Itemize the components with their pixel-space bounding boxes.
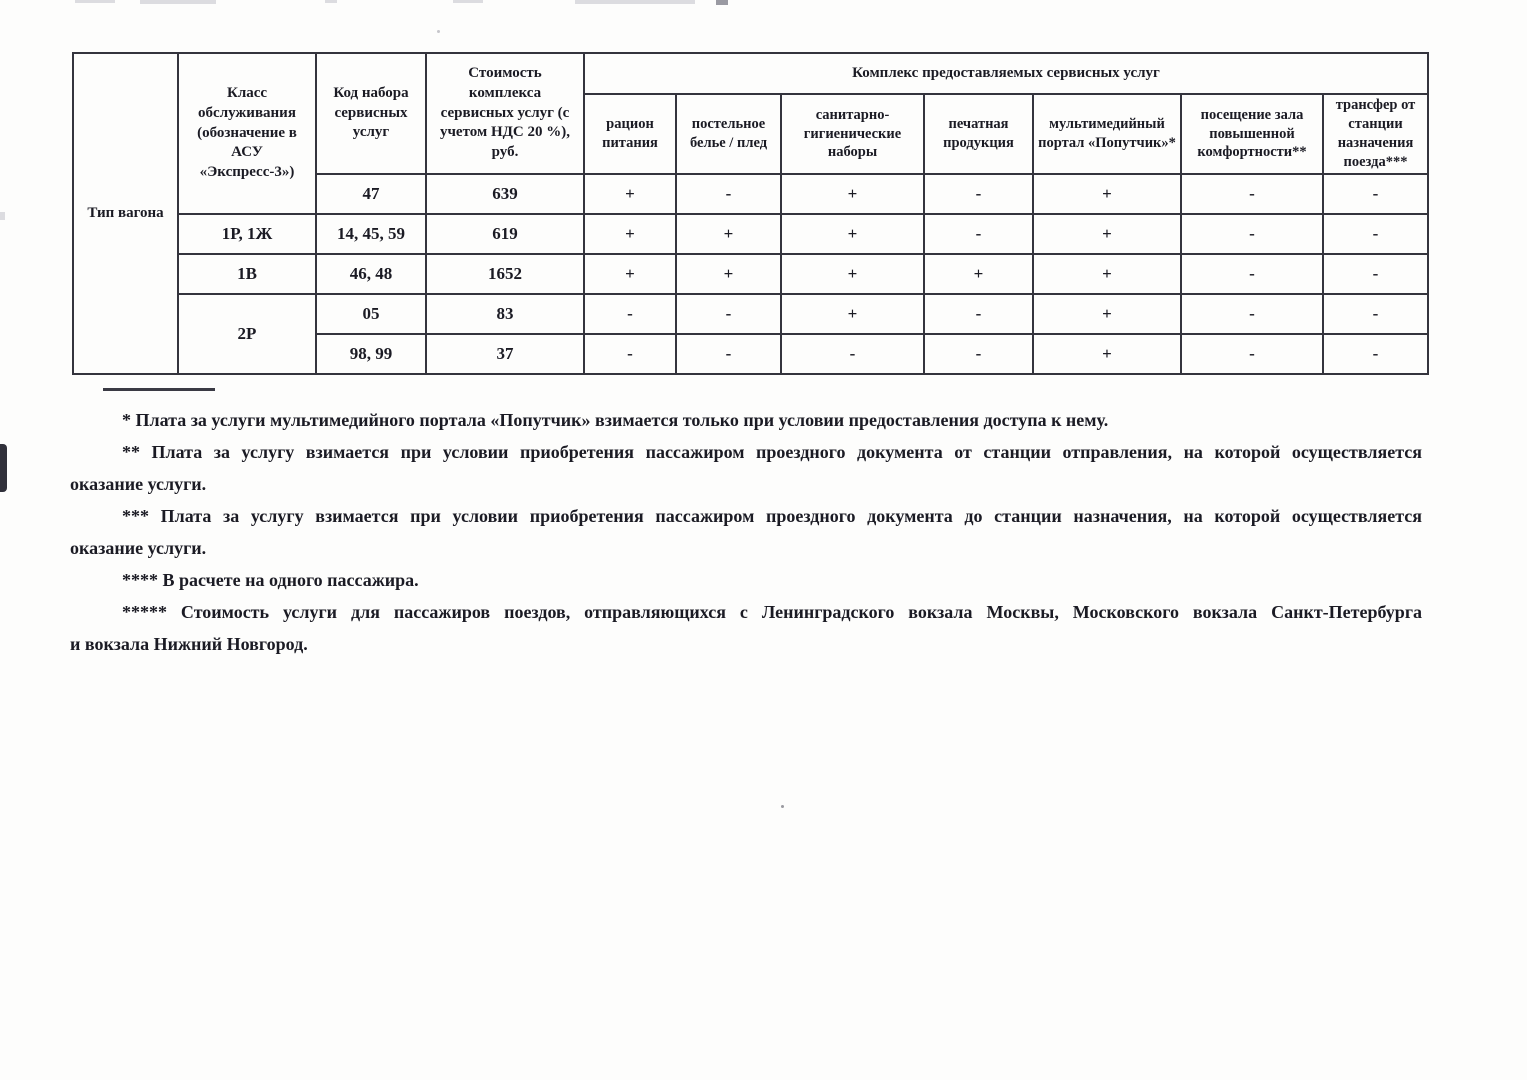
- cost-cell: 619: [426, 214, 584, 254]
- footnote-line: оказание услуги.: [70, 474, 207, 494]
- footnotes-section: [70, 388, 1422, 660]
- table-row: [73, 294, 1428, 334]
- service-mark: +: [1033, 214, 1181, 254]
- cost-cell: 639: [426, 174, 584, 214]
- service-mark: +: [1033, 254, 1181, 294]
- service-mark: +: [1033, 294, 1181, 334]
- service-mark: -: [1323, 254, 1428, 294]
- service-mark: +: [1033, 334, 1181, 374]
- service-code-cell: 98, 99: [316, 334, 426, 374]
- scan-artifact: [575, 0, 695, 4]
- service-code-cell: 05: [316, 294, 426, 334]
- service-mark: -: [1181, 334, 1323, 374]
- scan-artifact: [0, 444, 7, 492]
- scan-artifact: [75, 0, 115, 3]
- scan-artifact: [0, 212, 5, 220]
- service-mark: -: [676, 334, 781, 374]
- col-header-cost: Стоимость комплекса сервисных услуг (с учетом НДС 20 %), руб.: [426, 53, 584, 174]
- service-class-cell: 1В: [178, 254, 316, 294]
- col-header-multimedia-portal: мультимедийный портал «Попутчик»*: [1033, 94, 1181, 174]
- footnote-line: и вокзала Нижний Новгород.: [70, 634, 308, 654]
- service-mark: +: [781, 214, 924, 254]
- scan-artifact: [716, 0, 728, 5]
- service-mark: -: [924, 334, 1033, 374]
- table-header-row-top: [73, 53, 1428, 94]
- service-mark: -: [924, 174, 1033, 214]
- service-mark: -: [1181, 254, 1323, 294]
- service-mark: -: [1323, 214, 1428, 254]
- service-mark: +: [676, 254, 781, 294]
- footnote-line: ** Плата за услугу взимается при условии приобретения пассажиром проездного документа от станции отправления, на которой осуществляется: [122, 442, 1422, 462]
- footnote-line: *** Плата за услугу взимается при условии приобретения пассажиром проездного документа до станции назначения, на которой осуществляется: [122, 506, 1422, 526]
- cost-cell: 1652: [426, 254, 584, 294]
- col-header-services-group: Комплекс предоставляемых сервисных услуг: [584, 53, 1428, 94]
- cost-cell: 83: [426, 294, 584, 334]
- service-mark: +: [781, 254, 924, 294]
- service-mark: -: [1323, 334, 1428, 374]
- service-mark: -: [1323, 174, 1428, 214]
- service-code-cell: 14, 45, 59: [316, 214, 426, 254]
- service-mark: -: [924, 214, 1033, 254]
- col-header-meal: рацион питания: [584, 94, 676, 174]
- table-row: [73, 254, 1428, 294]
- service-mark: -: [1181, 294, 1323, 334]
- scan-artifact: [140, 0, 216, 4]
- footnote-line: оказание услуги.: [70, 538, 207, 558]
- service-mark: -: [781, 334, 924, 374]
- service-mark: -: [924, 294, 1033, 334]
- col-header-service-code: Код набора сервисных услуг: [316, 53, 426, 174]
- service-mark: -: [676, 294, 781, 334]
- service-mark: +: [1033, 174, 1181, 214]
- footnote-line: **** В расчете на одного пассажира.: [122, 570, 419, 590]
- col-header-transfer: трансфер от станции назначения поезда***: [1323, 94, 1428, 174]
- service-mark: -: [1323, 294, 1428, 334]
- scan-artifact: [453, 0, 483, 3]
- service-packages-table: [72, 52, 1429, 375]
- service-class-cell: 2Р: [178, 294, 316, 374]
- scan-speck: [781, 805, 784, 808]
- service-mark: +: [584, 254, 676, 294]
- service-mark: -: [584, 294, 676, 334]
- service-mark: +: [781, 174, 924, 214]
- service-mark: +: [584, 214, 676, 254]
- scan-speck: [437, 30, 440, 33]
- scan-artifact: [325, 0, 337, 3]
- service-mark: +: [676, 214, 781, 254]
- col-header-car-type: Тип вагона: [73, 53, 178, 374]
- service-class-cell: 1Р, 1Ж: [178, 214, 316, 254]
- footnote-divider: [103, 388, 215, 391]
- col-header-lounge: посещение зала повышенной комфортности**: [1181, 94, 1323, 174]
- col-header-bedding: постельное белье / плед: [676, 94, 781, 174]
- col-header-service-class: Класс обслуживания (обозначение в АСУ «Экспресс-3»): [178, 53, 316, 214]
- service-code-cell: 47: [316, 174, 426, 214]
- service-mark: +: [924, 254, 1033, 294]
- col-header-printed-media: печатная продукция: [924, 94, 1033, 174]
- service-code-cell: 46, 48: [316, 254, 426, 294]
- col-header-hygiene-kits: санитарно-гигиенические наборы: [781, 94, 924, 174]
- service-mark: -: [1181, 174, 1323, 214]
- table-row: [73, 214, 1428, 254]
- footnote-line: ***** Стоимость услуги для пассажиров поездов, отправляющихся с Ленинградского вокзала Москвы, Московского вокзала Санкт-Петербурга: [122, 602, 1422, 622]
- service-mark: -: [676, 174, 781, 214]
- service-mark: -: [584, 334, 676, 374]
- cost-cell: 37: [426, 334, 584, 374]
- service-mark: -: [1181, 214, 1323, 254]
- footnote-line: * Плата за услуги мультимедийного портала «Попутчик» взимается только при условии предоставления доступа к нему.: [122, 410, 1109, 430]
- service-mark: +: [781, 294, 924, 334]
- service-mark: +: [584, 174, 676, 214]
